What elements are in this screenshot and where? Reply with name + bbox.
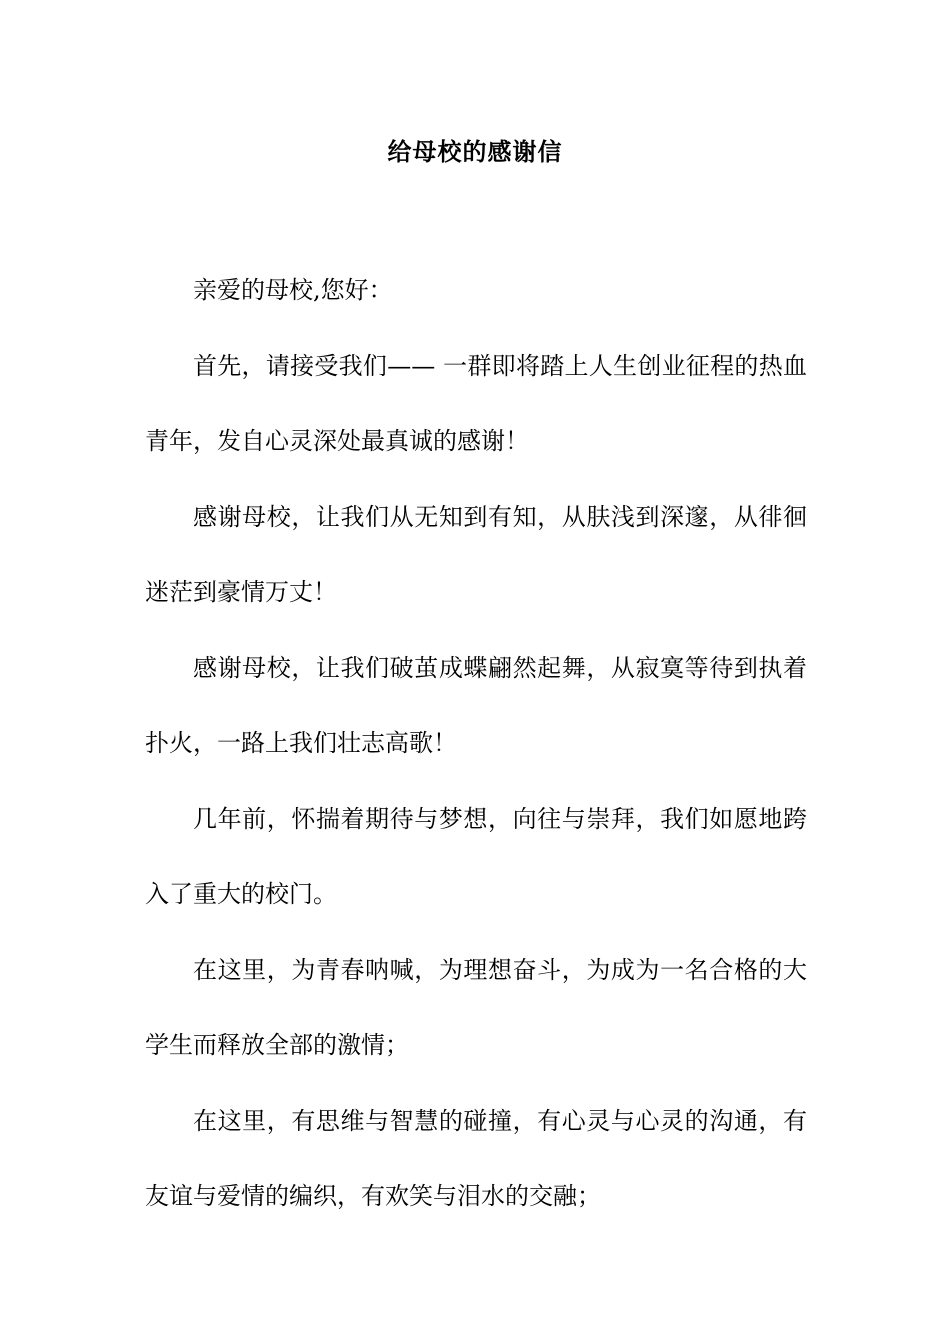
paragraph: 几年前，怀揣着期待与梦想，向往与崇拜，我们如愿地跨入了重大的校门。 bbox=[145, 804, 807, 908]
paragraph: 感谢母校，让我们从无知到有知，从肤浅到深邃，从徘徊迷茫到豪情万丈！ bbox=[145, 502, 807, 606]
paragraph: 首先，请接受我们—— 一群即将踏上人生创业征程的热血青年，发自心灵深处最真诚的感谢！ bbox=[145, 351, 807, 455]
paragraph: 在这里，为青春呐喊，为理想奋斗，为成为一名合格的大学生而释放全部的激情； bbox=[145, 955, 807, 1059]
paragraph: 感谢母校，让我们破茧成蝶翩然起舞，从寂寞等待到执着扑火，一路上我们壮志高歌！ bbox=[145, 653, 807, 757]
paragraph-greeting: 亲爱的母校,您好： bbox=[193, 276, 393, 304]
page-title: 给母校的感谢信 bbox=[387, 137, 563, 166]
letter-body bbox=[145, 253, 807, 1235]
paragraph: 在这里，有思维与智慧的碰撞，有心灵与心灵的沟通，有友谊与爱情的编织，有欢笑与泪水的交融； bbox=[145, 1106, 807, 1210]
